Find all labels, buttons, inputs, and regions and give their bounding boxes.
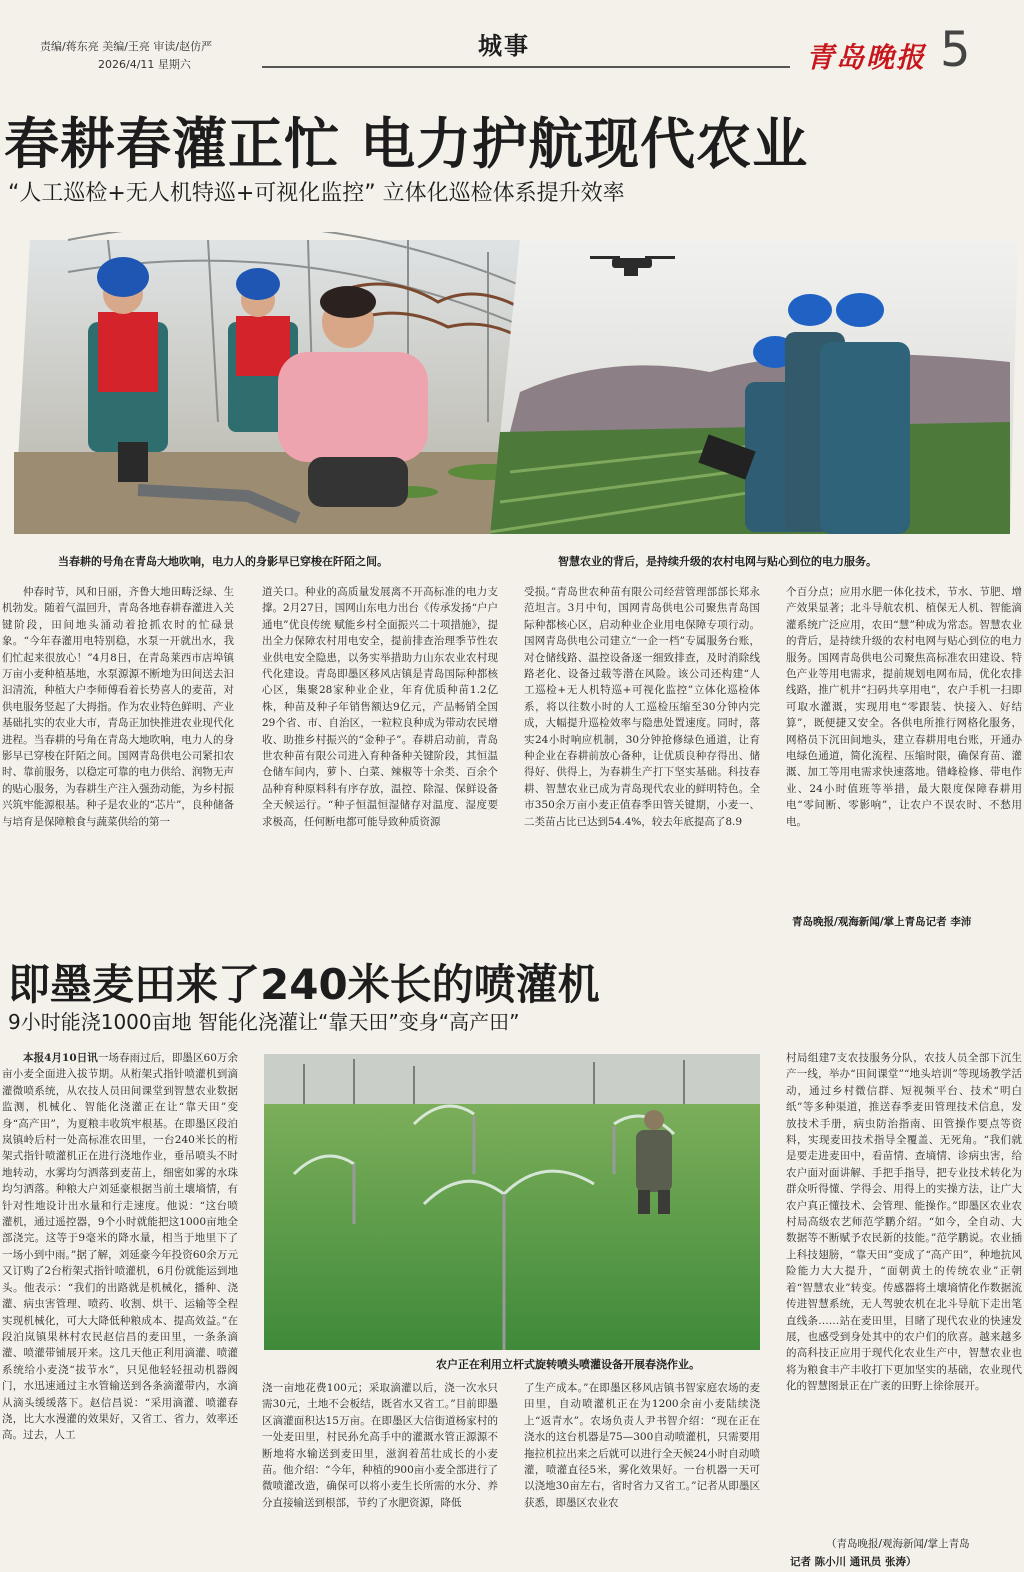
- article2-byline-1: （青岛晚报/观海新闻/掌上青岛: [826, 1538, 970, 1550]
- header-meta: [40, 38, 212, 74]
- article1-subheadline: “人工巡检+无人机特巡+可视化监控” 立体化巡检体系提升效率: [8, 181, 625, 206]
- article2-byline-2: 记者 陈小川 通讯员 张涛）: [790, 1556, 917, 1568]
- masthead-logo: 青岛晚报: [806, 41, 927, 74]
- article2-column-1: [2, 1050, 238, 1570]
- article2-col1-text: 一场春雨过后，即墨区60万余亩小麦全面进入拔节期。从桁架式指针喷灌机到滴灌微喷系统，从农技人员田间课堂到智慧农业数据监测，机械化、智能化浇灌正在让“靠天田”变身“高产田”，为夏粮丰收筑牢根基。在即墨区段泊岚镇岭后村一处高标准农田里，一台240米长的桁架式指针喷灌机正在进行浇地作业，垂吊喷头不时地转动，水雾均匀洒落到麦苗上，细密如雾的水珠均匀洒落。种粮大户刘延豪根据当前土壤墒情，有针对性地设计出水量和行走速度。他说：“这台喷灌机，通过遥控器，9个小时就能把这1000亩地全部浇完。这等于9毫米的降水量，相当于地里下了一场小到中雨。”据了解，刘延豪今年投资60余万元又订购了2台桁架式指针喷灌机，6月份就能运到地头。他表示：“我们的出路就是机械化，播种、浇灌、病虫害管理、喷药、收割、烘干、运输等全程实现机械化，可大大降低种粮成本、提高效益。”在段泊岚镇果林村农民赵信昌的麦田里，一条条滴灌、喷灌带铺展开来。这几天他正利用滴灌、喷灌系统给小麦浇“拔节水”，只见他轻轻扭动机器阀门，水迅速通过主水管输送到各条滴灌带内，水滴从滴头缓缓落下。赵信昌说：“采用滴灌、喷灌春浇，比大水漫灌的效果好，又省工、省力，效率还高。过去，人工: [2, 1052, 238, 1442]
- article1-column-2: 道关口。种业的高质量发展离不开高标准的电力支撑。2月27日，国网山东电力出台《传承发扬“户户通电”优良传统 赋能乡村全面振兴二十项措施》，提出全力保障农村用电安全，提前排查治理季节性农业供电安全隐患，以务实举措助力山东农业农村现代化建设。青岛即墨区移风店镇是青岛国际种都核心区，集聚28家种业企业，年育优质种苗1.2亿株，种苗及种子年销售额达9亿元，产品畅销全国29个省、市、自治区，一粒粒良种成为带动农民增收、助推乡村振兴的“金种子”。春耕启动前，青岛世农种苗有限公司进入育种备种关键阶段，其恒温仓储车间内，萝卜、白菜、辣椒等十余类、百余个品种育种原料科有序存放，温控、除湿、保鲜设备全天候运行。“种子恒温恒湿储存对温度、湿度要求极高，任何断电都可能导致种质资源: [262, 586, 498, 828]
- photo-sprinkler-field: [264, 1054, 760, 1350]
- article2-lead: 本报4月10日讯: [23, 1052, 98, 1064]
- page-number: 5: [940, 22, 971, 78]
- section-title: 城事: [478, 32, 530, 60]
- issue-date: 2026/4/11 星期六: [98, 58, 191, 71]
- article1-headline: 春耕春灌正忙 电力护航现代农业: [4, 112, 809, 176]
- article1-column-1: 仲春时节，风和日丽，齐鲁大地田畴泛绿、生机勃发。随着气温回升，青岛各地春耕春灌进入关键阶段，田间地头涌动着抢抓农时的忙碌景象。“今年春灌用电特别稳，水泵一开就出水，我们忙起来很放心！”4月8日，在青岛莱西市店埠镇万亩小麦种植基地，水泵源源不断地为田间送去汩汩清流，种植大户李师傅看着长势喜人的麦苗，对供电服务竖起了大拇指。作为农业特色鲜明、产业基础扎实的农业大市，青岛正加快推进农业现代化进程。当春耕的号角在青岛大地吹响，电力人的身影早已穿梭在阡陌之间。国网青岛供电公司紧扣农时、靠前服务，以稳定可靠的电力供给、润物无声的贴心服务，为春耕生产注入强劲动能，为乡村振兴筑牢能源根基。种子是农业的“芯片”，良种储备与培育是保障粮食与蔬菜供给的第一: [2, 586, 234, 828]
- caption-left: 当春耕的号角在青岛大地吹响，电力人的身影早已穿梭在阡陌之间。: [58, 555, 388, 568]
- article2-subheadline: 9小时能浇1000亩地 智能化浇灌让“靠天田”变身“高产田”: [8, 1010, 520, 1034]
- article2-column-2: 浇一亩地花费100元；采取滴灌以后，浇一次水只需30元，土地不会板结，既省水又省工。”目前即墨区滴灌面积达15万亩。在即墨区大信街道杨家村的一处麦田里，村民孙允高手中的灌溉水管正源源不断地将水输送到麦田里，滋润着茁壮成长的小麦苗。他介绍：“今年，种植的900亩小麦全部进行了微喷灌改造，确保可以将小麦生长所需的水分、养分直接输送到根部，节约了水肥资源，降低: [262, 1382, 498, 1509]
- article2-column-3: 了生产成本。”在即墨区移风店镇书智家庭农场的麦田里，自动喷灌机正在为1200余亩小麦陆续浇上“返青水”。农场负责人尹书智介绍：“现在正在浇水的这台机器是75—300自动喷灌机，只需要用拖拉机拉出来之后就可以进行全天候24小时自动喷灌，喷灌直径5米，雾化效果好。一台机器一天可以浇地30亩左右，省时省力又省工。”记者从即墨区获悉，即墨区农业农: [524, 1382, 760, 1509]
- article2-headline: 即墨麦田来了240米长的喷灌机: [8, 960, 600, 1009]
- editors-credit: 责编/蒋东亮 美编/王亮 审读/赵仿严: [40, 40, 213, 53]
- caption-right: 智慧农业的背后，是持续升级的农村电网与贴心到位的电力服务。: [558, 555, 877, 568]
- article1-byline: 青岛晚报/观海新闻/掌上青岛记者 李沛: [792, 916, 972, 928]
- photo-greenhouse-workers: [8, 232, 536, 542]
- article2-caption: 农户正在利用立杆式旋转喷头喷灌设备开展春浇作业。: [436, 1358, 700, 1371]
- article2-column-4: 村局组建7支农技服务分队，农技人员全部下沉生产一线，举办“田间课堂”“地头培训”等现场教学活动，通过乡村微信群、短视频平台、技术“明白纸”等多种渠道，推送春季麦田管理技术信息，发放技术手册，病虫防治指南、田管操作要点等资料，实现麦田技术指导全覆盖、无死角。“我们就是要走进麦田中，看苗情、查墒情、诊病虫害，给农户面对面讲解、手把手指导，把专业技术转化为群众听得懂、学得会、用得上的实操方法，让广大农户真正懂技术、会管理、能操作。”即墨区农业农村局高级农艺师范学鹏介绍。“如今，全自动、大数据等不断赋予农民新的技能。”范学鹏说。农业插上科技翅膀，“靠天田”变成了“高产田”，种地抗风险能力大大提升，“面朝黄土的传统农业”正朝着“智慧农业”转变。传感器将土壤墒情化作数据流传进智慧系统，无人驾驶农机在北斗导航下走出笔直线条……站在麦田里，目睹了现代农业的快速发展，也感受到身处其中的农户们的欣喜。越来越多的高科技正应用于现代化农业生产中，智慧农业也将为粮食丰产丰收打下更加坚实的基础，农业现代化的智慧图景正在广袤的田野上徐徐展开。: [786, 1052, 1022, 1393]
- article1-column-3: 受损。”青岛世农种苗有限公司经营管理部部长郑永范坦言。3月中旬，国网青岛供电公司聚焦青岛国际种都核心区，启动种业企业用电保障专项行动。国网青岛供电公司建立“一企一档”专属服务台账，对仓储线路、温控设备逐一细致排查，及时消除线路老化、设备过载等潜在风险。该公司还构建“人工巡检+无人机特巡+可视化监控”立体化巡检体系，将以往数小时的人工巡检压缩至30分钟内完成，大幅提升巡检效率与隐患处置速度。同时，落实24小时响应机制，30分钟抢修绿色通道，让育种企业在春耕前放心备种，让优质良种存得出、储得好、供得上，为春耕生产打下坚实基础。科技春耕、智慧农业已成为青岛现代农业的鲜明特色。全市350余万亩小麦正值春季田管关键期，小麦一、二类苗占比已达到54.4%，较去年底提高了8.9: [524, 586, 760, 828]
- article1-column-4: 个百分点；应用水肥一体化技术，节水、节肥、增产效果显著；北斗导航农机、植保无人机、智能滴灌系统广泛应用，农田“慧”种成为常态。智慧农业的背后，是持续升级的农村电网与贴心到位的电力服务。国网青岛供电公司聚焦高标准农田建设、特色产业等用电需求，提前规划电网布局，优化农排线路，推广机井“扫码共享用电”，农户手机一扫即可取水灌溉，实现用电“零跟装、快接入、好结算”，既便捷又安全。各供电所推行网格化服务，网格员下沉田间地头，建立春耕用电台账，开通办电绿色通道，简化流程、压缩时限，确保育苗、灌溉、加工等用电需求快速落地。错峰检修、带电作业、24小时值班等举措，最大限度保障春耕用电“零间断、零影响”，让农户不误农时、不愁用电。: [786, 586, 1022, 828]
- photo-drone-inspection: [490, 232, 1018, 542]
- header-rule: [262, 66, 790, 68]
